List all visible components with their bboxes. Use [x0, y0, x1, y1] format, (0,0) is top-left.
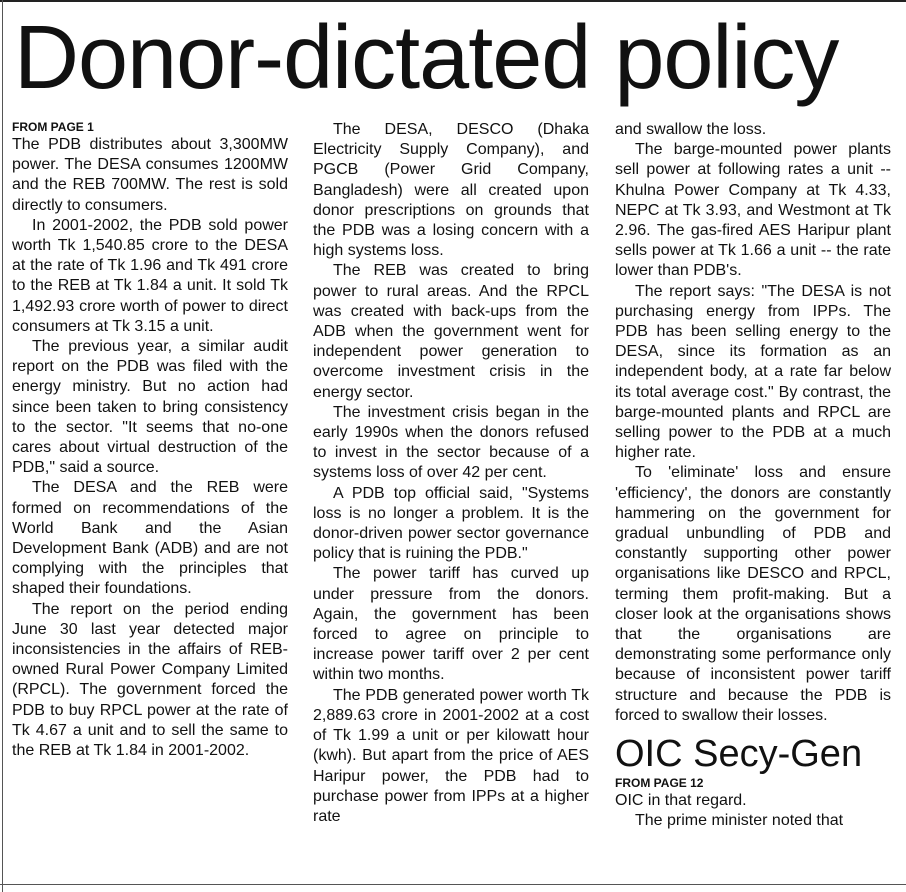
second-story-headline: OIC Secy-Gen	[615, 733, 863, 776]
paragraph: The PDB distributes about 3,300MW power. The DESA consumes 1200MW and the REB 700MW. The rest is sold directly to consumers.	[12, 136, 288, 214]
bottom-rule	[0, 884, 906, 885]
paragraph: To 'eliminate' loss and ensure 'efficiency', the donors are constantly hammering on the government for gradual unbundling of PDB and constantly supporting other power organisations like DESCO and RPCL, terming them profit-making. But a closer look at the organisations shows that the organisations are demonstrating some performance only because of inconsistent power tariff structure and because the PDB is forced to swallow their losses.	[615, 464, 891, 724]
paragraph: The investment crisis began in the early 1990s when the donors refused to invest in the sector because of a systems loss of over 42 per cent.	[313, 403, 589, 482]
paragraph: The DESA and the REB were formed on recommendations of the World Bank and the Asian Development Bank (ADB) and are not complying with the principles that shaped their foundations.	[12, 479, 288, 598]
paragraph: The previous year, a similar audit report on the PDB was filed with the energy ministry. But no action had since been taken to bring consistency to the sector. "It seems that no-one cares about virtual destruction of the PDB," said a source.	[12, 338, 288, 477]
paragraph: OIC in that regard.	[615, 792, 747, 810]
paragraph: In 2001-2002, the PDB sold power worth Tk 1,540.85 crore to the DESA at the rate of Tk 1.96 and Tk 491 crore to the REB at Tk 1.84 a unit. It sold Tk 1,492.93 crore worth of power to direct consumers at Tk 3.15 a unit.	[12, 216, 288, 335]
paragraph: and swallow the loss.	[615, 121, 767, 138]
paragraph: The barge-mounted power plants sell power at following rates a unit -- Khulna Power Company at Tk 4.33, NEPC at Tk 3.93, and Westmont at Tk 2.96. The gas-fired AES Haripur plant sells power at Tk 1.66 a unit -- the rate lower than PDB's.	[615, 141, 891, 280]
continuation-kicker: FROM PAGE 12	[615, 776, 704, 791]
headline: Donor-dictated policy	[14, 8, 839, 108]
paragraph: The report on the period ending June 30 last year detected major inconsistencies in the affairs of REB-owned Rural Power Company Limited (RPCL). The government forced the PDB to buy RPCL power at the rate of Tk 4.67 a unit and to sell the same to the REB at Tk 1.84 in 2001-2002.	[12, 600, 288, 760]
article-column-3	[615, 120, 891, 887]
paragraph: The REB was created to bring power to rural areas. And the RPCL was created with back-ups from the ADB when the government went for independent power generation to overcome investment crisis in the energy sector.	[313, 262, 589, 401]
paragraph: The PDB generated power worth Tk 2,889.63 crore in 2001-2002 at a cost of Tk 1.99 a unit or per kilowatt hour (kwh). But apart from the price of AES Haripur power, the PDB had to purchase power from IPPs at a higher rate	[313, 686, 589, 825]
left-rule	[2, 0, 3, 892]
article-column-1	[12, 120, 288, 761]
paragraph: The report says: "The DESA is not purchasing energy from IPPs. The PDB has been selling energy to the DESA, since its formation as an independent body, at a rate far below its total average cost." By contrast, the barge-mounted plants and RPCL are selling power to the PDB at a much higher rate.	[615, 282, 891, 462]
article-column-2	[313, 120, 589, 827]
paragraph: The DESA, DESCO (Dhaka Electricity Supply Company), and PGCB (Power Grid Company, Bangladesh) were all created upon donor prescriptions on grounds that the PDB was a losing concern with a high systems loss.	[313, 121, 589, 260]
continuation-kicker: FROM PAGE 1	[12, 120, 94, 134]
paragraph: The prime minister noted that	[635, 812, 844, 830]
paragraph: The power tariff has curved up under pressure from the donors. Again, the government has been forced to agree on principle to increase power tariff over 2 per cent within two months.	[313, 565, 589, 684]
paragraph: A PDB top official said, "Systems loss is no longer a problem. It is the donor-driven power sector governance policy that is ruining the PDB."	[313, 484, 589, 563]
top-rule	[0, 0, 906, 2]
